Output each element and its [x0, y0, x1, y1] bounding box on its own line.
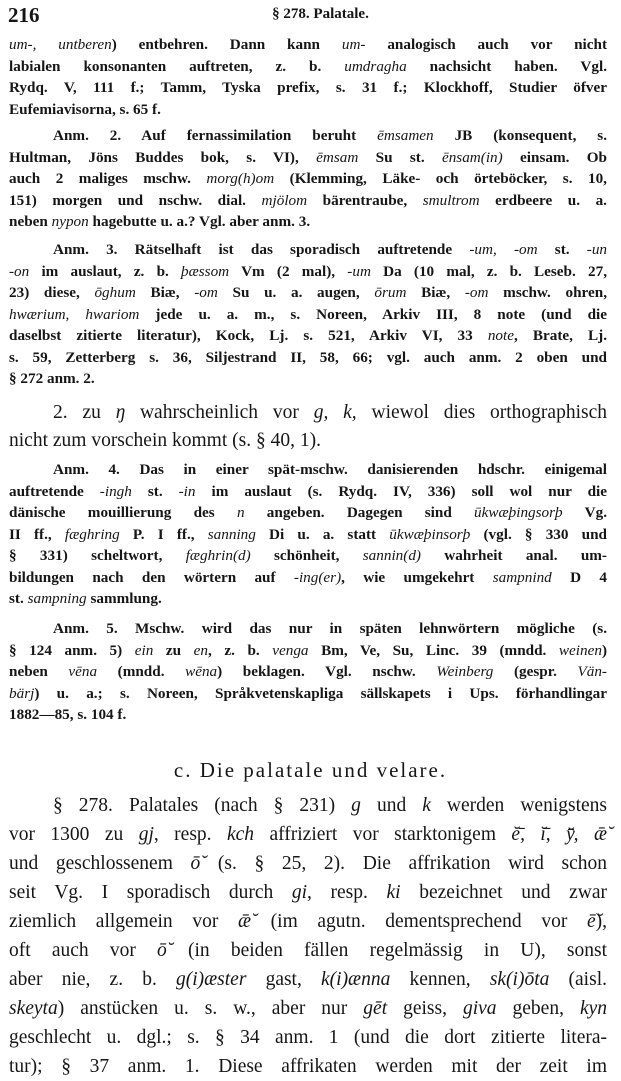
italic-term: en [193, 641, 208, 659]
text-run: 23) diese, [9, 284, 95, 302]
text-run: Hultman, Jöns Buddes bok, s. VI), [9, 148, 317, 166]
text-line [9, 168, 607, 190]
text-line [9, 459, 607, 481]
text-run: (im agutn. dementsprechend vor [251, 910, 587, 932]
text-line [9, 99, 607, 120]
text-line [9, 545, 607, 567]
text-run: § 331) scheltwort, [9, 547, 186, 565]
text-line [9, 481, 607, 503]
text-run: D 4 [551, 568, 607, 586]
text-run: Di u. a. statt [255, 525, 390, 543]
italic-term: ki [386, 881, 401, 903]
text-line [9, 567, 607, 589]
italic-term: venga [272, 641, 309, 659]
italic-term: Weinberg [436, 663, 494, 681]
text-line [9, 282, 607, 304]
text-run: P. I ff., [119, 525, 208, 543]
text-run: Eufemiavisorna, s. 65 f. [9, 100, 161, 118]
text-run: bezeichnet und zwar [400, 881, 607, 903]
italic-term: k(i)ænna [321, 968, 391, 990]
italic-term: um- [341, 36, 366, 54]
italic-term: morg(h)om [206, 170, 275, 188]
text-run: (Klemming, Läke- och örteböcker, s. 10, [274, 170, 607, 188]
text-line [9, 907, 607, 936]
text-run: ) u. a.; s. Noreen, Språkvetenskapliga sällskapets i Ups. förhandlingar [34, 684, 607, 702]
text-run: (vgl. § 330 und [470, 525, 607, 543]
text-run: erdbeere u. a. [479, 191, 607, 209]
page-number: 216 [8, 3, 40, 27]
text-run: Vg. [562, 504, 607, 522]
text-run: ) [601, 641, 608, 659]
italic-term: ǣ̆ [237, 910, 251, 932]
text-run: auch 2 maliges mschw. [9, 170, 207, 188]
text-run: neben [9, 663, 69, 681]
text-line [9, 994, 607, 1023]
text-run: Biæ, [406, 284, 465, 302]
text-run: , Brate, Lj. [513, 327, 607, 345]
text-run: bärentraube, [307, 191, 423, 209]
italic-term: hwærium, hwariom [9, 305, 140, 323]
text-run: angeben. Dagegen sind [244, 504, 475, 522]
text-line [9, 427, 607, 455]
text-run: , resp. [153, 823, 227, 845]
text-run: bildungen nach den wörtern auf [9, 568, 294, 586]
text-run: st. [537, 241, 587, 259]
italic-term: ō̆ [157, 939, 167, 961]
text-run: 2. zu [53, 402, 116, 423]
italic-term: giva [462, 997, 497, 1019]
text-line [9, 683, 607, 705]
text-run: Anm. 2. Auf fernassimilation beruht [53, 127, 378, 145]
text-run: JB (konsequent, s. [433, 127, 608, 145]
text-run: auftretende [9, 482, 100, 500]
text-line [9, 77, 607, 98]
text-run: im auslaut (s. Rydq. IV, 336) soll wol nur die [195, 482, 608, 500]
italic-term: -in [178, 482, 196, 500]
italic-term: bärj [9, 684, 35, 702]
text-run: und [360, 794, 423, 816]
text-run: ) entbehren. Dann kann [111, 36, 342, 54]
text-run: Su u. a. augen, [217, 284, 375, 302]
italic-term: skeyta [9, 997, 58, 1019]
italic-term: ūkwæþingsorþ [474, 504, 563, 522]
text-run: , wie umgekehrt [341, 568, 493, 586]
text-run: geben, [496, 997, 580, 1019]
text-run: , resp. [307, 881, 387, 903]
text-run: kennen, [390, 968, 490, 990]
italic-term: -on [9, 262, 30, 280]
text-run: § 272 anm. 2. [9, 370, 95, 388]
italic-term: -ingh [99, 482, 132, 500]
text-run: wahrscheinlich vor [125, 402, 314, 423]
text-run: (mndd. [97, 663, 186, 681]
text-line [9, 211, 607, 233]
italic-term: g(i)æster [176, 968, 247, 990]
text-run: Biæ, [135, 284, 195, 302]
italic-term: gj [138, 823, 154, 845]
italic-term: Vän- [577, 663, 607, 681]
section-heading: c. Die palatale und velare. [173, 758, 448, 782]
text-run: geschlecht u. dgl.; s. § 34 anm. 1 (und die dort zitierte litera- [9, 1026, 607, 1048]
italic-term: ēnsam(in) [441, 148, 503, 166]
text-run: seit Vg. I sporadisch durch [9, 881, 292, 903]
text-line [9, 661, 607, 683]
text-run: ziemlich allgemein vor [9, 910, 238, 932]
text-line [9, 347, 607, 369]
text-run: neben [9, 213, 52, 231]
text-line [9, 820, 607, 849]
text-run: dänische mouillierung des [9, 504, 237, 522]
text-run: Vm (2 mal), [229, 262, 348, 280]
text-run: Anm. 3. Rätselhaft ist das sporadisch auftretende [53, 241, 470, 259]
text-line [9, 704, 607, 726]
text-line [9, 588, 607, 610]
text-run: schönheit, [250, 547, 363, 565]
italic-term: kch [226, 823, 255, 845]
italic-term: ein [134, 641, 154, 659]
text-run: Rydq. V, 111 f.; Tamm, Tyska prefix, s. 31 f.; Klockhoff, Studier öfver [9, 79, 607, 97]
italic-term: ūkwæþinsorþ [389, 525, 471, 543]
text-run: Su st. [358, 148, 442, 166]
italic-term: note [487, 327, 514, 345]
text-run: vor 1300 zu [9, 823, 139, 845]
text-line [9, 1052, 607, 1081]
text-run: Bm, Ve, Su, Linc. 39 (mndd. [308, 641, 559, 659]
text-line [9, 190, 607, 212]
text-run: daselbst zitierte literatur), Kock, Lj. s. 521, Arkiv VI, 33 [9, 327, 488, 345]
text-run: einsam. Ob [502, 148, 607, 166]
text-run: hagebutte u. a.? Vgl. aber anm. 3. [88, 213, 311, 231]
text-run: (gespr. [493, 663, 578, 681]
italic-term: ēmsamen [377, 127, 434, 145]
text-line [9, 502, 607, 524]
text-run: aber nie, z. b. [9, 968, 176, 990]
text-line [9, 368, 607, 390]
text-run: Anm. 5. Mschw. wird das nur in späten lehnwörtern mögliche (s. [53, 620, 607, 638]
text-line [9, 261, 607, 283]
italic-term: ēmsam [316, 148, 359, 166]
text-run: wiewol dies orthographisch [356, 402, 607, 423]
italic-term: sk(i)ōta [489, 968, 550, 990]
italic-term: -um, -om [469, 241, 538, 259]
italic-term: -un [586, 241, 608, 259]
italic-term: nypon [51, 213, 89, 231]
text-run: ), [595, 910, 608, 932]
text-run: mschw. ohren, [488, 284, 607, 302]
text-line [9, 34, 607, 55]
italic-term: -ing(er) [293, 568, 342, 586]
text-run: § 124 anm. 5) [9, 641, 135, 659]
text-run: nicht zum vorschein kommt (s. § 40, 1). [9, 430, 321, 451]
text-run: st. [9, 590, 28, 608]
text-line [9, 640, 607, 662]
text-run: Da (10 mal, z. b. Leseb. 27, [370, 262, 607, 280]
text-line [9, 399, 607, 427]
text-run: und geschlossenem [9, 852, 191, 874]
italic-term: g [351, 794, 361, 816]
text-line [9, 965, 607, 994]
italic-term: ĕ̄, ĭ̄, y̆̄, ǣ̆ [511, 823, 607, 845]
text-line [9, 56, 607, 77]
text-line [9, 125, 607, 147]
text-line [9, 147, 607, 169]
italic-term: ōrum [374, 284, 407, 302]
italic-term: gēt [363, 997, 388, 1019]
text-run: 151) morgen und nschw. dial. [9, 191, 262, 209]
running-title: § 278. Palatale. [272, 6, 369, 22]
text-run: st. [131, 482, 179, 500]
italic-term: -um [347, 262, 371, 280]
text-run: 1882—85, s. 104 f. [9, 706, 127, 724]
italic-term: -om [194, 284, 218, 302]
text-line [9, 936, 607, 965]
text-run: jede u. a. m., s. Noreen, Arkiv III, 8 note (und die [139, 305, 607, 323]
italic-term: sampnind [492, 568, 552, 586]
italic-term: umdragha [344, 57, 407, 75]
italic-term: mjölom [261, 191, 308, 209]
text-run: , z. b. [207, 641, 273, 659]
text-run: § 278. Palatales (nach § 231) [53, 794, 352, 816]
text-line [9, 304, 607, 326]
text-run: ) beklagen. Vgl. nschw. [217, 663, 437, 681]
text-line [9, 1023, 607, 1052]
text-run: oft auch vor [9, 939, 158, 961]
text-run: II ff., [9, 525, 65, 543]
text-line [9, 618, 607, 640]
text-run: werden wenigstens [430, 794, 607, 816]
text-line [9, 878, 607, 907]
text-run: s. 59, Zetterberg s. 36, Siljestrand II, 58, 66; vgl. auch anm. 2 oben und [9, 348, 607, 366]
italic-term: n [236, 504, 245, 522]
italic-term: sannin(d) [362, 547, 421, 565]
italic-term: weinen [558, 641, 602, 659]
text-run: sammlung. [86, 590, 162, 608]
text-run: (s. § 25, 2). Die affrikation wird schon [200, 852, 607, 874]
italic-term: fæghring [64, 525, 120, 543]
italic-term: sampning [27, 590, 87, 608]
italic-term: ŋ [115, 402, 126, 423]
text-run: geiss, [387, 997, 463, 1019]
italic-term: gi [291, 881, 308, 903]
italic-term: wēna [185, 663, 218, 681]
italic-term: vēna [68, 663, 98, 681]
text-run: nachsicht haben. Vgl. [406, 57, 607, 75]
text-line [9, 239, 607, 261]
italic-term: sanning [207, 525, 256, 543]
text-run: (aisl. [549, 968, 607, 990]
italic-term: g, k, [313, 402, 357, 423]
text-run: tur); § 37 anm. 1. Diese affrikaten werden mit der zeit im [9, 1055, 607, 1077]
text-line [9, 325, 607, 347]
text-run: analogisch auch vor nicht [365, 36, 607, 54]
text-run: Anm. 4. Das in einer spät-mschw. danisierenden hdschr. einigemal [53, 461, 607, 479]
italic-term: ē̆ [586, 910, 596, 932]
text-run: wahrheit anal. um- [420, 547, 607, 565]
text-run: (in beiden fällen regelmässig in U), sonst [166, 939, 608, 961]
italic-term: -om [464, 284, 489, 302]
italic-term: k [422, 794, 431, 816]
italic-term: smultrom [422, 191, 480, 209]
text-run: affriziert vor starktonigem [254, 823, 512, 845]
italic-term: um-, untberen [9, 36, 112, 54]
text-run: zu [153, 641, 194, 659]
italic-term: ō̆ [190, 852, 201, 874]
text-run: labialen konsonanten auftreten, z. b. [9, 57, 345, 75]
italic-term: þæssom [181, 262, 230, 280]
italic-term: ōghum [94, 284, 136, 302]
text-run: gast, [246, 968, 321, 990]
text-run: ) anstücken u. s. w., aber nur [57, 997, 364, 1019]
italic-term: kyn [579, 997, 608, 1019]
text-run: im auslaut, z. b. [29, 262, 182, 280]
italic-term: fæghrin(d) [185, 547, 251, 565]
text-line [9, 524, 607, 546]
text-line [9, 791, 607, 820]
text-line [9, 849, 607, 878]
